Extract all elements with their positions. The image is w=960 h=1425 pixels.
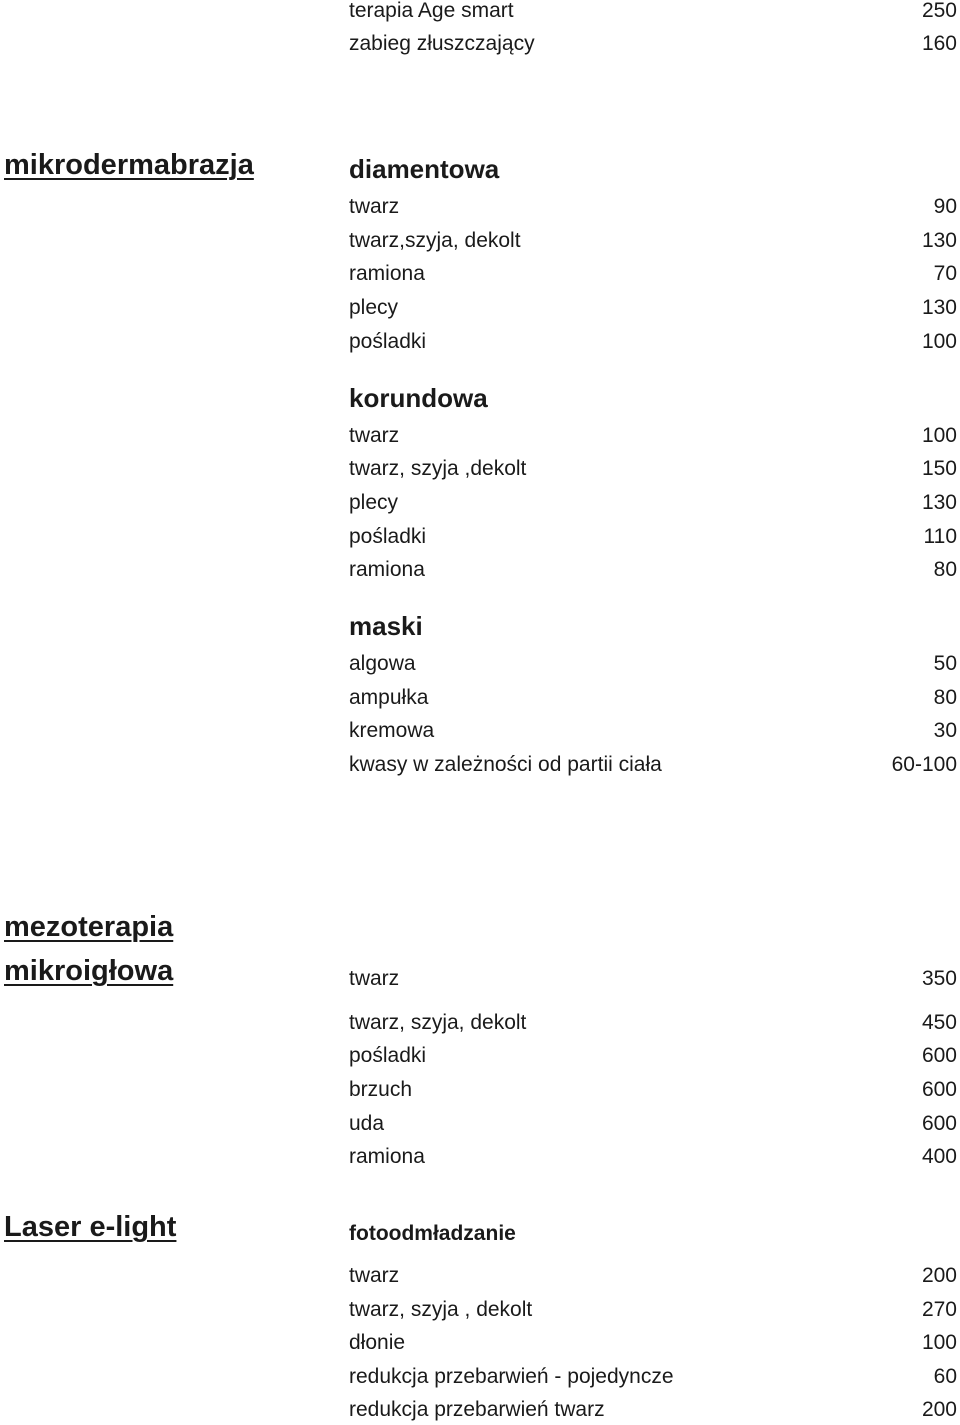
price-row xyxy=(349,1399,957,1425)
price-row xyxy=(349,263,957,289)
category-title-mikroiglowa: mikroigłowa xyxy=(4,955,174,987)
service-name: algowa xyxy=(349,652,416,675)
service-price: 80 xyxy=(933,686,957,709)
service-price: 200 xyxy=(921,1264,957,1287)
price-row xyxy=(349,968,957,994)
service-name: kwasy w zależności od partii ciała xyxy=(349,753,662,776)
service-price: 350 xyxy=(921,967,957,990)
service-name: zabieg złuszczający xyxy=(349,32,535,55)
service-price: 100 xyxy=(921,424,957,447)
subcategory-title-fotoodmladzanie: fotoodmładzanie xyxy=(349,1222,516,1245)
service-price: 250 xyxy=(921,0,957,22)
price-row xyxy=(349,492,957,518)
service-name: twarz, szyja , dekolt xyxy=(349,1298,533,1321)
price-row xyxy=(349,297,957,323)
service-price: 600 xyxy=(921,1112,957,1135)
service-price: 130 xyxy=(921,491,957,514)
service-name: twarz,szyja, dekolt xyxy=(349,229,521,252)
service-name: redukcja przebarwień - pojedyncze xyxy=(349,1365,674,1388)
service-name: twarz xyxy=(349,424,400,447)
service-name: ramiona xyxy=(349,262,425,285)
price-row xyxy=(349,196,957,222)
price-row xyxy=(349,230,957,256)
price-row xyxy=(349,1265,957,1291)
service-price: 450 xyxy=(921,1011,957,1034)
price-row xyxy=(349,754,957,780)
service-price: 110 xyxy=(923,525,957,548)
service-price: 90 xyxy=(933,195,957,218)
price-row xyxy=(349,559,957,585)
service-name: ramiona xyxy=(349,558,425,581)
service-name: brzuch xyxy=(349,1078,413,1101)
service-name: ampułka xyxy=(349,686,429,709)
price-row xyxy=(349,425,957,451)
category-title-mikrodermabrazja: mikrodermabrazja xyxy=(4,149,254,181)
service-name: kremowa xyxy=(349,719,435,742)
price-row xyxy=(349,720,957,746)
price-row xyxy=(349,1146,957,1172)
service-price: 400 xyxy=(921,1145,957,1168)
subcategory-title-maski: maski xyxy=(349,611,423,641)
service-name: terapia Age smart xyxy=(349,0,514,22)
service-name: pośladki xyxy=(349,525,427,548)
service-name: ramiona xyxy=(349,1145,425,1168)
service-name: twarz xyxy=(349,967,400,990)
subcategory-title-korundowa: korundowa xyxy=(349,383,488,413)
service-name: twarz xyxy=(349,1264,400,1287)
price-row xyxy=(349,687,957,713)
price-row xyxy=(349,33,957,59)
service-name: twarz, szyja, dekolt xyxy=(349,1011,527,1034)
service-name: dłonie xyxy=(349,1331,406,1354)
service-price: 80 xyxy=(933,558,957,581)
service-price: 200 xyxy=(921,1398,957,1421)
service-price: 130 xyxy=(921,229,957,252)
service-price: 150 xyxy=(921,457,957,480)
service-price: 130 xyxy=(921,296,957,319)
service-name: twarz xyxy=(349,195,400,218)
price-row xyxy=(349,1045,957,1071)
price-row xyxy=(349,1012,957,1038)
service-name: redukcja przebarwień twarz xyxy=(349,1398,605,1421)
price-row xyxy=(349,458,957,484)
service-price: 270 xyxy=(921,1298,957,1321)
price-row xyxy=(349,1366,957,1392)
price-row xyxy=(349,1332,957,1358)
service-price: 100 xyxy=(921,1331,957,1354)
service-price: 30 xyxy=(933,719,957,742)
service-price: 160 xyxy=(921,32,957,55)
service-price: 100 xyxy=(921,330,957,353)
service-name: twarz, szyja ,dekolt xyxy=(349,457,527,480)
category-title-laser: Laser e-light xyxy=(4,1211,177,1243)
service-name: pośladki xyxy=(349,1044,427,1067)
service-price: 60 xyxy=(933,1365,957,1388)
price-row xyxy=(349,1113,957,1139)
service-name: pośladki xyxy=(349,330,427,353)
service-price: 50 xyxy=(933,652,957,675)
service-price: 70 xyxy=(933,262,957,285)
price-row xyxy=(349,1079,957,1105)
price-row xyxy=(349,331,957,357)
price-row xyxy=(349,526,957,552)
price-row xyxy=(349,0,957,26)
service-name: plecy xyxy=(349,491,399,514)
service-price: 60-100 xyxy=(891,753,957,776)
subcategory-title-diamentowa: diamentowa xyxy=(349,154,500,184)
category-title-mezoterapia: mezoterapia xyxy=(4,911,174,943)
service-price: 600 xyxy=(921,1044,957,1067)
price-row xyxy=(349,1299,957,1325)
service-name: uda xyxy=(349,1112,385,1135)
price-row xyxy=(349,653,957,679)
service-name: plecy xyxy=(349,296,399,319)
service-price: 600 xyxy=(921,1078,957,1101)
